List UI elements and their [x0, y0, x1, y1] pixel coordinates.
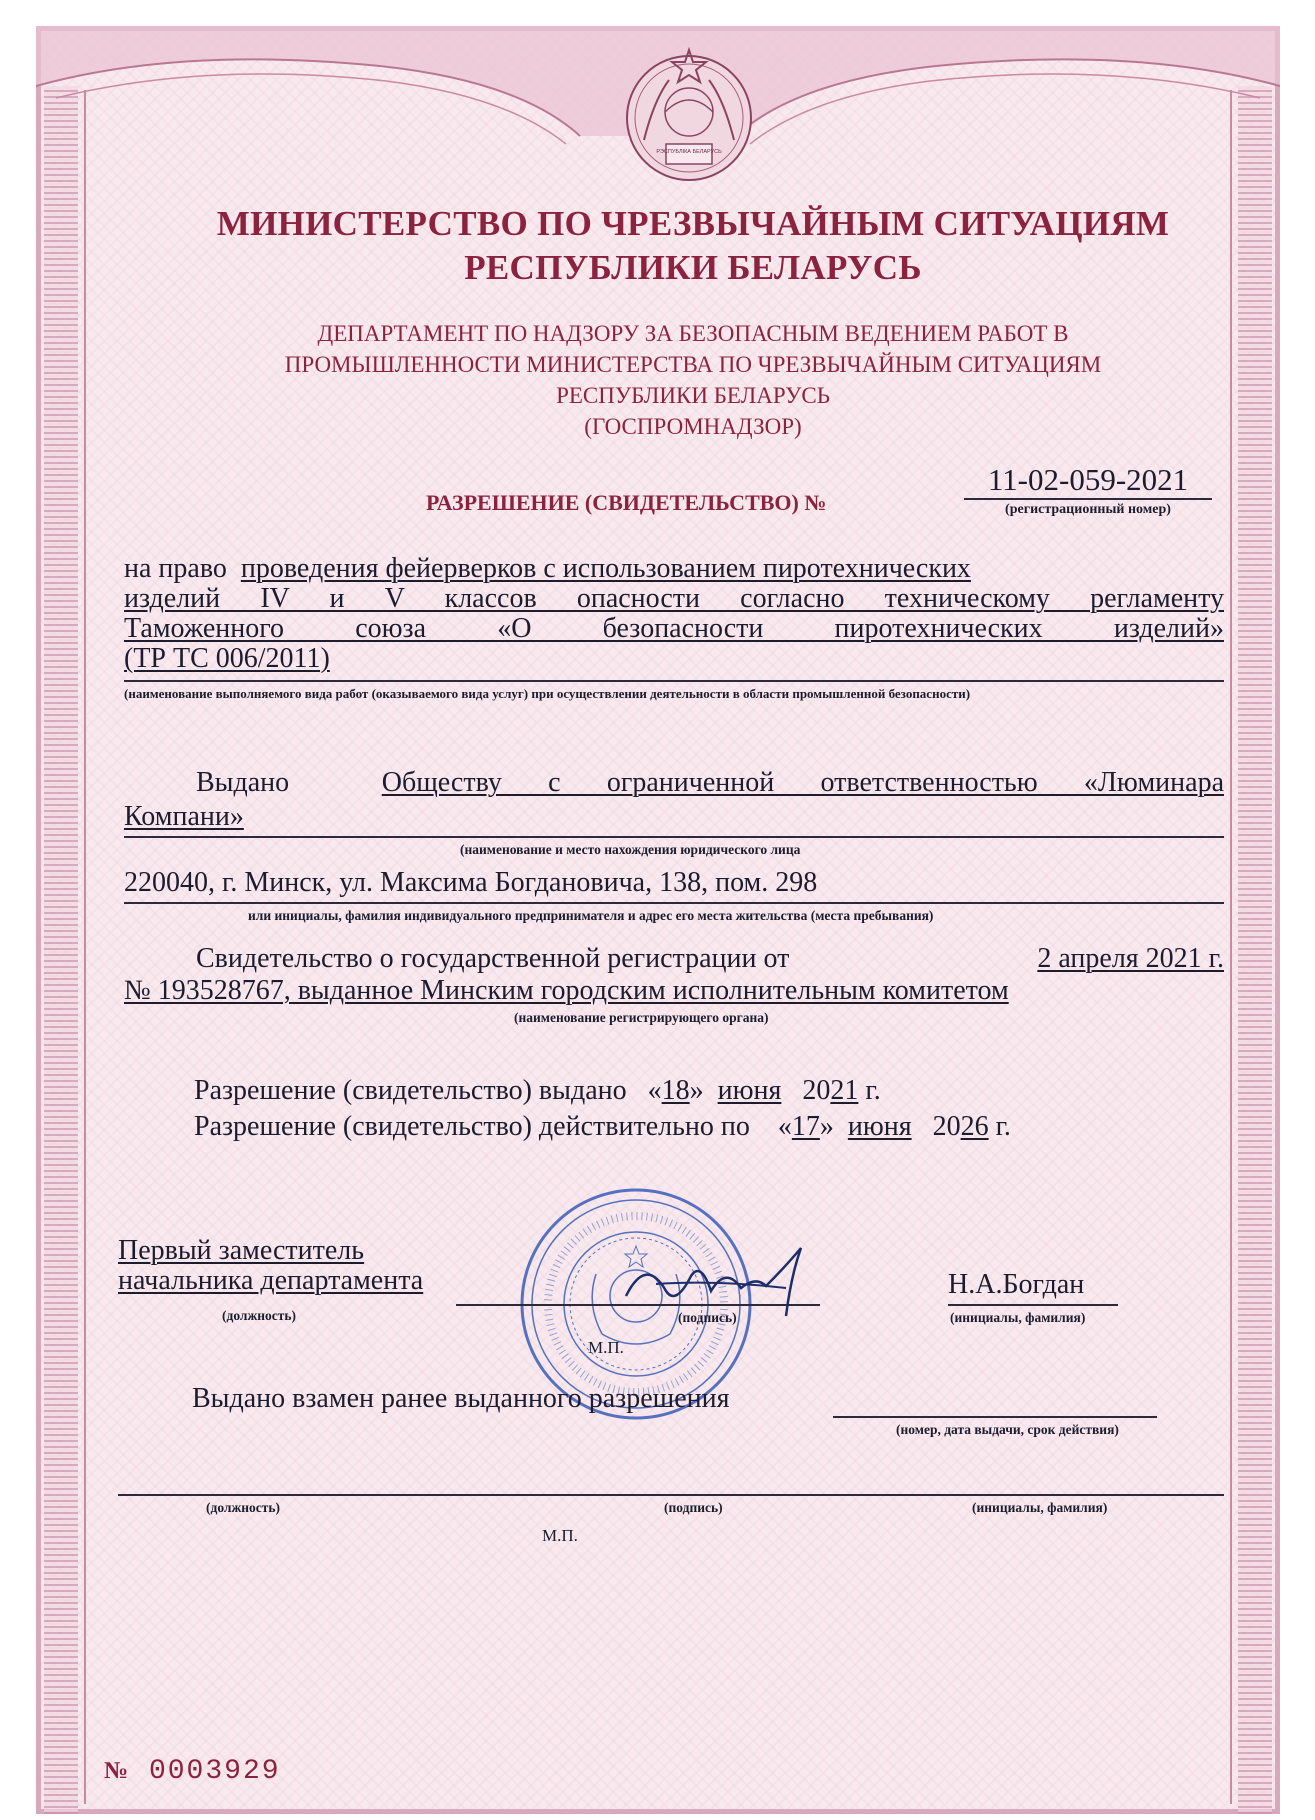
replacement-position-caption: (должность): [206, 1500, 281, 1515]
emblem-text: РЭСПУБЛІКА БЕЛАРУСЬ: [656, 149, 722, 155]
issued-to-text-line1: Обществу с ограниченной ответственностью «Люминара: [381, 767, 1225, 798]
issued-day: 18: [661, 1075, 690, 1106]
signatory-position-line2: начальника департамента: [118, 1265, 424, 1296]
replacement-caption: (номер, дата выдачи, срок действия): [896, 1422, 1119, 1437]
valid-year-prefix: 20: [932, 1111, 961, 1142]
ministry-title-line2: РЕСПУБЛИКИ БЕЛАРУСЬ: [464, 248, 922, 287]
dept-line4: (ГОСПРОМНАДЗОР): [584, 414, 802, 439]
issued-to-underline: [124, 836, 1224, 838]
issued-to-address: 220040, г. Минск, ул. Максима Богдановича, 138, пом. 298: [124, 867, 818, 898]
valid-quote-open: «: [777, 1111, 792, 1142]
state-emblem: [614, 40, 764, 190]
right-to-line4: (ТР ТС 006/2011): [124, 643, 330, 674]
replacement-blank-line: [833, 1416, 1157, 1418]
valid-date-line: [194, 1112, 1011, 1142]
right-to-line1: [124, 554, 1224, 584]
dept-line1: ДЕПАРТАМЕНТ ПО НАДЗОРУ ЗА БЕЗОПАСНЫМ ВЕДЕНИЕМ РАБОТ В: [317, 321, 1069, 346]
issued-month: июня: [717, 1075, 782, 1106]
signatory-position-caption: (должность): [222, 1308, 297, 1323]
valid-month: июня: [847, 1111, 912, 1142]
replacement-name-caption: (инициалы, фамилия): [972, 1500, 1108, 1515]
right-to-line3: Таможенного союза «О безопасности пиротехнических изделий»: [124, 613, 1224, 644]
signatory-seal-label: М.П.: [588, 1338, 624, 1357]
issued-year-label: г.: [865, 1075, 881, 1106]
replacement-signature-line: [118, 1494, 1224, 1496]
address-underline: [124, 902, 1224, 904]
issued-quote-open: «: [647, 1075, 662, 1106]
registration-date: 2 апреля 2021 г.: [1037, 943, 1224, 974]
issued-to-caption1: (наименование и место нахождения юридического лица: [460, 842, 801, 857]
valid-year-label: г.: [995, 1111, 1011, 1142]
issued-quote-close: »: [689, 1075, 704, 1106]
replacement-label: Выдано взамен ранее выданного разрешения: [192, 1383, 730, 1414]
registration-line2: № 193528767, выданное Минским городским исполнительным комитетом: [124, 975, 1009, 1006]
issued-date-label: Разрешение (свидетельство) выдано: [194, 1075, 627, 1106]
signature-line: [456, 1304, 820, 1306]
replacement-seal-label: М.П.: [542, 1526, 578, 1545]
signatory-name: Н.А.Богдан: [948, 1269, 1085, 1300]
registration-prefix: Свидетельство о государственной регистрации от: [196, 943, 790, 974]
signatory-position-line1: Первый заместитель: [118, 1235, 365, 1266]
signatory-signature-caption: (подпись): [678, 1310, 737, 1325]
valid-year-suffix: 26: [960, 1111, 989, 1142]
valid-day: 17: [791, 1111, 820, 1142]
permit-label: РАЗРЕШЕНИЕ (СВИДЕТЕЛЬСТВО) №: [426, 490, 827, 515]
registration-line1: [196, 944, 1224, 974]
serial-prefix: №: [104, 1758, 131, 1784]
replacement-signature-caption: (подпись): [664, 1500, 723, 1515]
valid-date-label: Разрешение (свидетельство) действительно по: [194, 1111, 750, 1142]
permit-number: 11-02-059-2021: [964, 462, 1212, 500]
issued-year-suffix: 21: [830, 1075, 859, 1106]
issued-to-line1: [196, 768, 1224, 798]
right-to-underline: [124, 680, 1224, 682]
ministry-title-line1: МИНИСТЕРСТВО ПО ЧРЕЗВЫЧАЙНЫМ СИТУАЦИЯМ: [216, 204, 1170, 243]
issued-year-prefix: 20: [802, 1075, 831, 1106]
form-serial: [104, 1756, 281, 1787]
permit-number-caption: (регистрационный номер): [1005, 502, 1171, 517]
signatory-name-caption: (инициалы, фамилия): [950, 1310, 1086, 1325]
issued-to-prefix: Выдано: [196, 767, 290, 798]
signatory-name-underline: [948, 1304, 1118, 1306]
issued-date-line: [194, 1076, 881, 1106]
registration-caption: (наименование регистрирующего органа): [514, 1010, 769, 1025]
certificate-sheet: [36, 26, 1280, 1814]
dept-line3: РЕСПУБЛИКИ БЕЛАРУСЬ: [556, 383, 830, 408]
dept-line2: ПРОМЫШЛЕННОСТИ МИНИСТЕРСТВА ПО ЧРЕЗВЫЧАЙНЫМ СИТУАЦИЯМ: [284, 352, 1102, 377]
right-to-prefix: на право: [124, 553, 227, 584]
issued-to-line2: Компани»: [124, 801, 244, 832]
right-to-line2: изделий IV и V классов опасности согласно техническому регламенту: [124, 583, 1224, 614]
right-to-caption: (наименование выполняемого вида работ (оказываемого вида услуг) при осуществлении деятельности в области промышленной безопасности): [124, 686, 971, 701]
right-to-text-line1: проведения фейерверков с использованием пиротехнических: [240, 553, 971, 584]
valid-quote-close: »: [819, 1111, 834, 1142]
issued-to-caption2: или инициалы, фамилия индивидуального предпринимателя и адрес его места жительства (места пребывания): [248, 908, 934, 923]
serial-number: 0003929: [148, 1756, 281, 1787]
left-guilloche-band: [44, 86, 78, 1814]
